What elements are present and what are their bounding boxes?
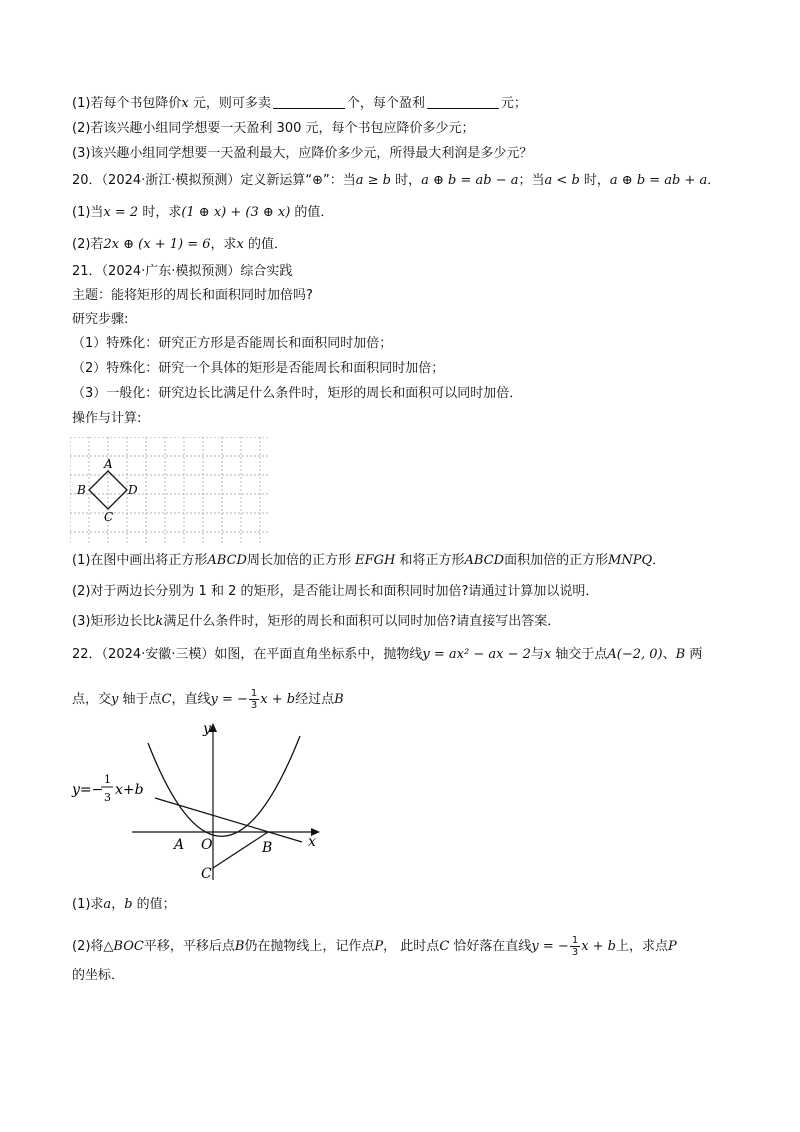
q19-part2: (2)若该兴趣小组同学想要一天盈利 300 元，每个书包应降价多少元； (72, 121, 475, 136)
line-label-num: 1 (104, 773, 111, 786)
q21-step2: （2）特殊化：研究一个具体的矩形是否能周长和面积同时加倍； (72, 361, 445, 376)
q19-part3: (3)该兴趣小组同学想要一天盈利最大，应降价多少元，所得最大利润是多少元？ (72, 146, 533, 161)
label-y: y (203, 721, 211, 737)
q21-theme: 主题：能将矩形的周长和面积同时加倍吗? (72, 288, 313, 303)
grid-figure (70, 437, 272, 545)
q20-stem: 20．（2024·浙江·模拟预测）定义新运算“⊕”：当a ≥ b 时，a ⊕ b = ab − a；当a < b 时，a ⊕ b = ab + a． (72, 173, 721, 188)
q22-stem-line2: 点，交y 轴于点C，直线y = − $\frac{1}{3}$ x + b经过点B (72, 688, 344, 711)
q21-ops: 操作与计算: (72, 411, 142, 426)
label-D: D (128, 483, 138, 497)
label-A: A (104, 457, 113, 471)
parabola-curve (148, 736, 300, 836)
q21-step3: （3）一般化：研究边长比满足什么条件时，矩形的周长和面积可以同时加倍． (72, 386, 523, 401)
label-B: B (77, 483, 86, 497)
q21-steps-title: 研究步骤: (72, 312, 129, 327)
line-label-den: 3 (104, 791, 111, 804)
q22-part1: (1)求a，b 的值； (72, 897, 176, 912)
q21-part2: (2)对于两边长分别为 1 和 2 的矩形，是否能让周长和面积同时加倍?请通过计算加以说明． (72, 584, 599, 599)
label-C: C (104, 510, 114, 524)
line-label-rhs: x+b (115, 782, 144, 798)
q22-part2-line2: 的坐标． (72, 968, 125, 983)
var-x: x (181, 96, 189, 111)
q19-part1: (1)若每个书包降价x 元，则可多卖 个，每个盈利 元； (72, 96, 527, 111)
label-x: x (308, 834, 316, 850)
fraction-one-third: $\frac{1}{3}$ (250, 688, 258, 711)
segment-CB (213, 832, 268, 868)
label-C-graph: C (201, 866, 212, 882)
answer-blank-2[interactable] (427, 94, 499, 109)
q22-stem: 22．（2024·安徽·三模）如图，在平面直角坐标系中，抛物线y = ax² − ax − 2与x 轴交于点A(−2, 0)、B 两 (72, 647, 703, 662)
q22-part2: (2)将△BOC平移，平移后点B仍在抛物线上，记作点P， 此时点C 恰好落在直线y = − $\frac{1}{3}$ x + b上，求点P (72, 935, 677, 958)
coordinate-graph (70, 718, 340, 888)
fraction-one-third-2: $\frac{1}{3}$ (571, 935, 579, 958)
label-B-graph: B (262, 840, 273, 856)
label-A-graph: A (174, 837, 185, 853)
q21-part1: (1)在图中画出将正方形ABCD周长加倍的正方形 EFGH 和将正方形ABCD面积加倍的正方形MNPQ． (72, 553, 666, 568)
q20-part2: (2)若2x ⊕ (x + 1) = 6，求x 的值． (72, 237, 288, 252)
q21-stem: 21．（2024·广东·模拟预测）综合实践 (72, 264, 293, 279)
line-label-lhs: y=− (72, 782, 104, 798)
grid-lines (70, 437, 270, 543)
q21-part3: (3)矩形边长比k满足什么条件时，矩形的周长和面积可以同时加倍?请直接写出答案． (72, 614, 561, 629)
answer-blank-1[interactable] (273, 94, 345, 109)
label-O: O (201, 837, 213, 853)
q21-step1: （1）特殊化：研究正方形是否能周长和面积同时加倍； (72, 336, 393, 351)
q20-part1: (1)当x = 2 时，求(1 ⊕ x) + (3 ⊕ x) 的值． (72, 205, 334, 220)
